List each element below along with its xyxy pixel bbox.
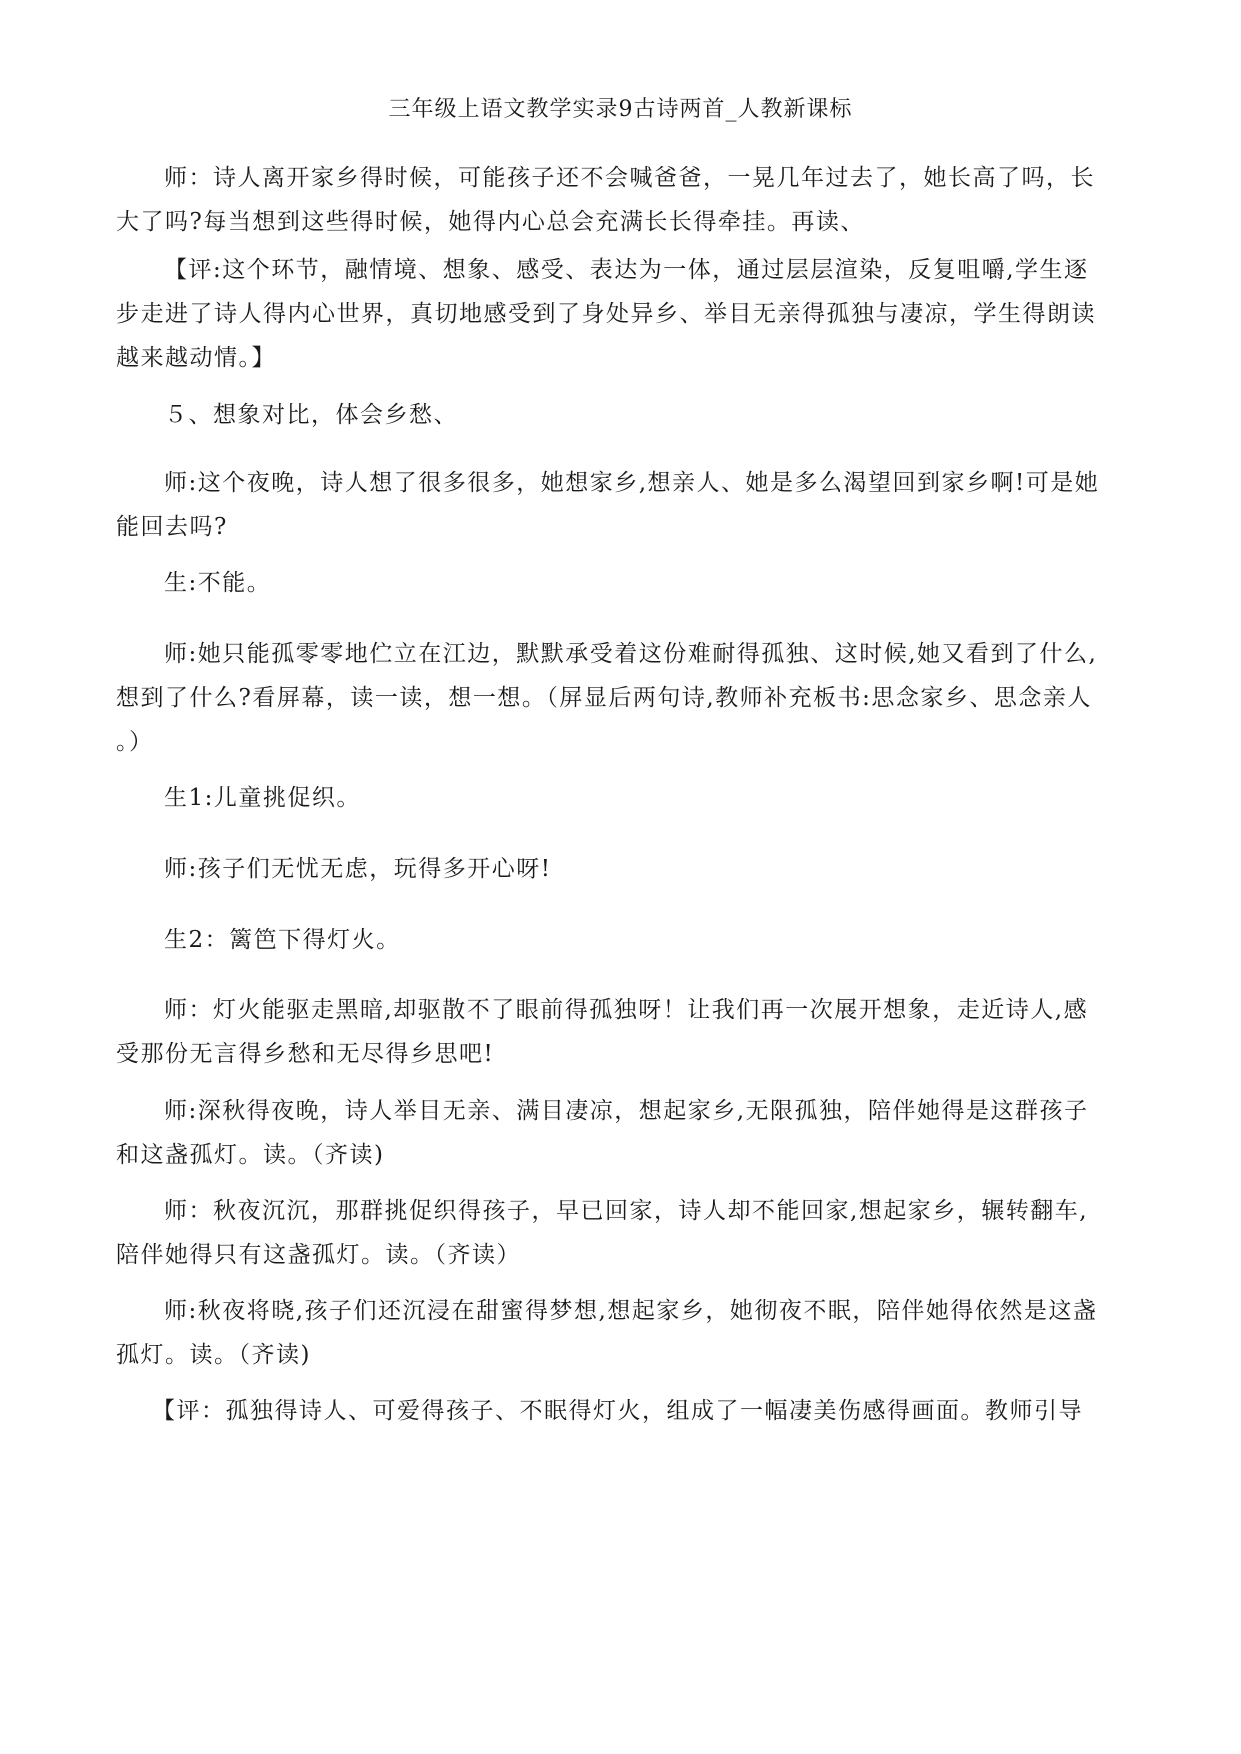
paragraph-student-cannot <box>116 561 1126 605</box>
paragraph-comment-loneliness <box>116 248 1126 380</box>
paragraph-line: 想到了什么?看屏幕，读一读，想一想。（屏显后两句诗,教师补充板书:思念家乡、思念亲人 <box>116 685 1092 711</box>
paragraph-line: 【评：孤独得诗人、可爱得孩子、不眠得灯火，组成了一幅凄美伤感得画面。教师引导 <box>152 1398 1083 1424</box>
paragraph-line: 生1:儿童挑促织。 <box>164 785 361 811</box>
paragraph-line: 师:她只能孤零零地伫立在江边，默默承受着这份难耐得孤独、这时候,她又看到了什么, <box>164 641 1098 667</box>
paragraph-line: 师：诗人离开家乡得时候，可能孩子还不会喊爸爸，一晃几年过去了，她长高了吗，长 <box>164 165 1095 191</box>
paragraph-line: 师：灯火能驱走黑暗,却驱散不了眼前得孤独呀！让我们再一次展开想象，走近诗人,感 <box>164 997 1089 1023</box>
paragraph-line: 能回去吗? <box>116 514 228 540</box>
paragraph-line: 师:孩子们无忧无虑，玩得多开心呀! <box>164 856 552 882</box>
paragraph-line: 和这盏孤灯。读。（齐读) <box>116 1142 385 1168</box>
paragraph-teacher-lamp-light <box>116 988 1126 1076</box>
paragraph-line: 陪伴她得只有这盏孤灯。读。（齐读） <box>116 1242 521 1268</box>
paragraph-line: 师:这个夜晚，诗人想了很多很多，她想家乡,想亲人、她是多么渴望回到家乡啊!可是她 <box>164 470 1100 496</box>
paragraph-line: 越来越动情。】 <box>116 345 276 371</box>
paragraph-line: 【评:这个环节，融情境、想象、感受、表达为一体，通过层层渲染，反复咀嚼,学生逐 <box>164 257 1089 283</box>
paragraph-line: 生:不能。 <box>164 570 272 596</box>
paragraph-teacher-autumn-night <box>116 1089 1126 1177</box>
paragraph-line: ５、想象对比，体会乡愁、 <box>164 402 458 428</box>
paragraph-line: 师:深秋得夜晚，诗人举目无亲、满目凄凉，想起家乡,无限孤独，陪伴她得是这群孩子 <box>164 1098 1089 1124</box>
paragraph-line: 师：秋夜沉沉，那群挑促织得孩子，早已回家，诗人却不能回家,想起家乡，辗转翻车, <box>164 1198 1089 1224</box>
paragraph-line: 受那份无言得乡愁和无尽得乡思吧! <box>116 1041 495 1067</box>
paragraph-line: 师:秋夜将晓,孩子们还沉浸在甜蜜得梦想,想起家乡，她彻夜不眠，陪伴她得依然是这盏 <box>164 1298 1098 1324</box>
paragraph-student-2 <box>116 918 1126 962</box>
paragraph-line: 孤灯。读。（齐读) <box>116 1342 311 1368</box>
document-title: 三年级上语文教学实录9古诗两首_人教新课标 <box>388 97 853 122</box>
paragraph-teacher-longing-home <box>116 461 1126 549</box>
paragraph-teacher-happy-children <box>116 847 1126 891</box>
paragraph-line: 大了吗?每当想到这些得时候，她得内心总会充满长长得牵挂。再读、 <box>116 209 865 235</box>
paragraph-teacher-screen-display <box>116 632 1126 764</box>
paragraph-line: 。） <box>116 729 154 755</box>
paragraph-comment-sad-picture <box>116 1389 1126 1433</box>
paragraph-teacher-missing-child <box>116 156 1126 244</box>
paragraph-line: 步走进了诗人得内心世界，真切地感受到了身处异乡、举目无亲得孤独与凄凉，学生得朗读 <box>116 301 1096 327</box>
paragraph-line: 生2：篱笆下得灯火。 <box>164 927 401 953</box>
paragraph-teacher-deep-night <box>116 1189 1126 1277</box>
paragraph-teacher-dawn <box>116 1289 1126 1377</box>
paragraph-student-1 <box>116 776 1126 820</box>
section-heading-imagine-contrast <box>116 393 1126 437</box>
